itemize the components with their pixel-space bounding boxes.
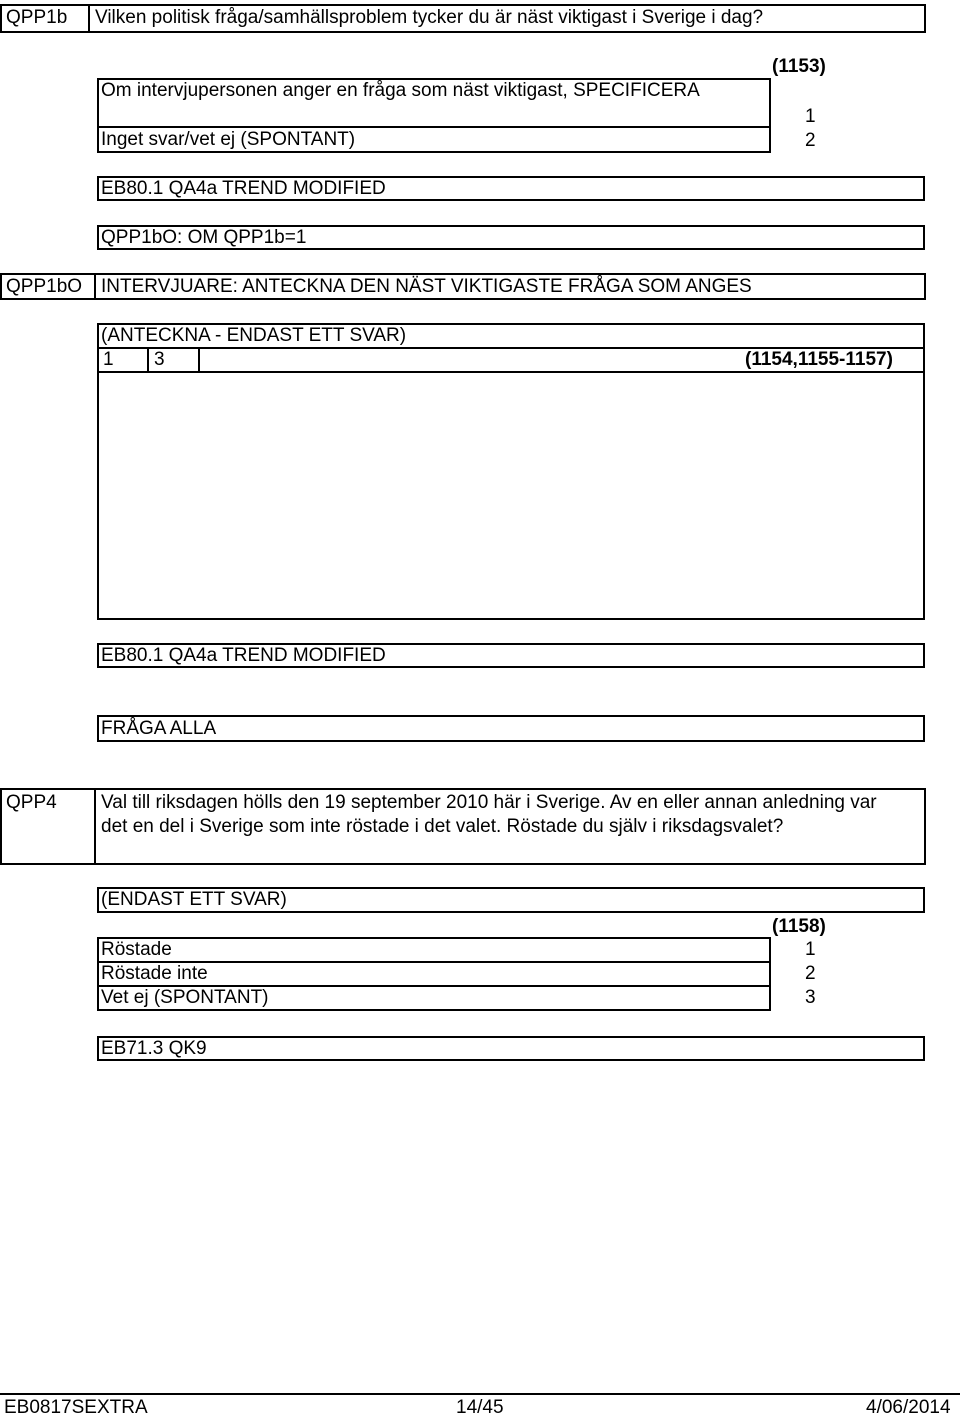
qpp1b-option-2-value: 2 [805,130,816,151]
qpp1b-question: Vilken politisk fråga/samhällsproblem tycker du är näst viktigast i Sverige i dag? [95,7,764,28]
qpp1b-option-2-label: Inget svar/vet ej (SPONTANT) [101,129,356,150]
qpp1bo-answer-area[interactable] [97,371,925,620]
qpp1bo-cell-divider-2 [198,347,200,373]
qpp1b-column-code: (1153) [772,56,826,77]
qpp1bo-source-text: EB80.1 QA4a TREND MODIFIED [101,645,386,666]
qpp4-option-2-label: Röstade inte [101,963,208,984]
qpp1b-code: QPP1b [6,7,68,28]
qpp4-source-text: EB71.3 QK9 [101,1038,207,1059]
qpp1b-divider [88,4,90,33]
qpp1bo-divider [94,273,96,300]
qpp1bo-cell-divider-1 [147,347,149,373]
qpp4-source [97,1036,925,1061]
qpp1bo-cell-2: 3 [154,349,165,370]
qpp4-option-3-value: 3 [805,987,816,1008]
qpp4-option-1-row [97,937,771,963]
qpp1b-source-text: EB80.1 QA4a TREND MODIFIED [101,178,386,199]
qpp4-code: QPP4 [6,792,57,813]
qpp1bo-cell-1: 1 [103,349,114,370]
qpp1b-option-1-label: Om intervjupersonen anger en fråga som näst viktigast, SPECIFICERA [101,80,700,101]
qpp1bo-instruction: INTERVJUARE: ANTECKNA DEN NÄST VIKTIGASTE FRÅGA SOM ANGES [101,276,752,297]
qpp1bo-filter-text: QPP1bO: OM QPP1b=1 [101,227,307,248]
qpp4-option-2-value: 2 [805,963,816,984]
qpp4-question-line-2: det en del i Sverige som inte röstade i det valet. Röstade du själv i riksdagsvalet? [101,816,784,837]
qpp4-filter-text: FRÅGA ALLA [101,718,217,739]
qpp4-option-1-value: 1 [805,939,816,960]
qpp4-question-line-1: Val till riksdagen hölls den 19 september 2010 här i Sverige. Av en eller annan anledning var [101,792,877,813]
qpp4-answer-note-text: (ENDAST ETT SVAR) [101,889,287,910]
qpp4-column-code: (1158) [772,916,826,937]
qpp1bo-column-code: (1154,1155-1157) [745,349,893,370]
footer-page-number: 14/45 [456,1397,504,1418]
qpp1bo-answer-note-text: (ANTECKNA - ENDAST ETT SVAR) [101,325,407,346]
qpp1bo-code: QPP1bO [6,276,83,297]
footer-date: 4/06/2014 [866,1397,951,1418]
qpp4-option-1-label: Röstade [101,939,172,960]
qpp4-divider [94,788,96,865]
footer-rule [0,1393,960,1395]
qpp4-option-3-label: Vet ej (SPONTANT) [101,987,269,1008]
qpp4-filter [97,715,925,742]
footer-doc-id: EB0817SEXTRA [4,1397,148,1418]
qpp1b-option-1-value: 1 [805,106,816,127]
